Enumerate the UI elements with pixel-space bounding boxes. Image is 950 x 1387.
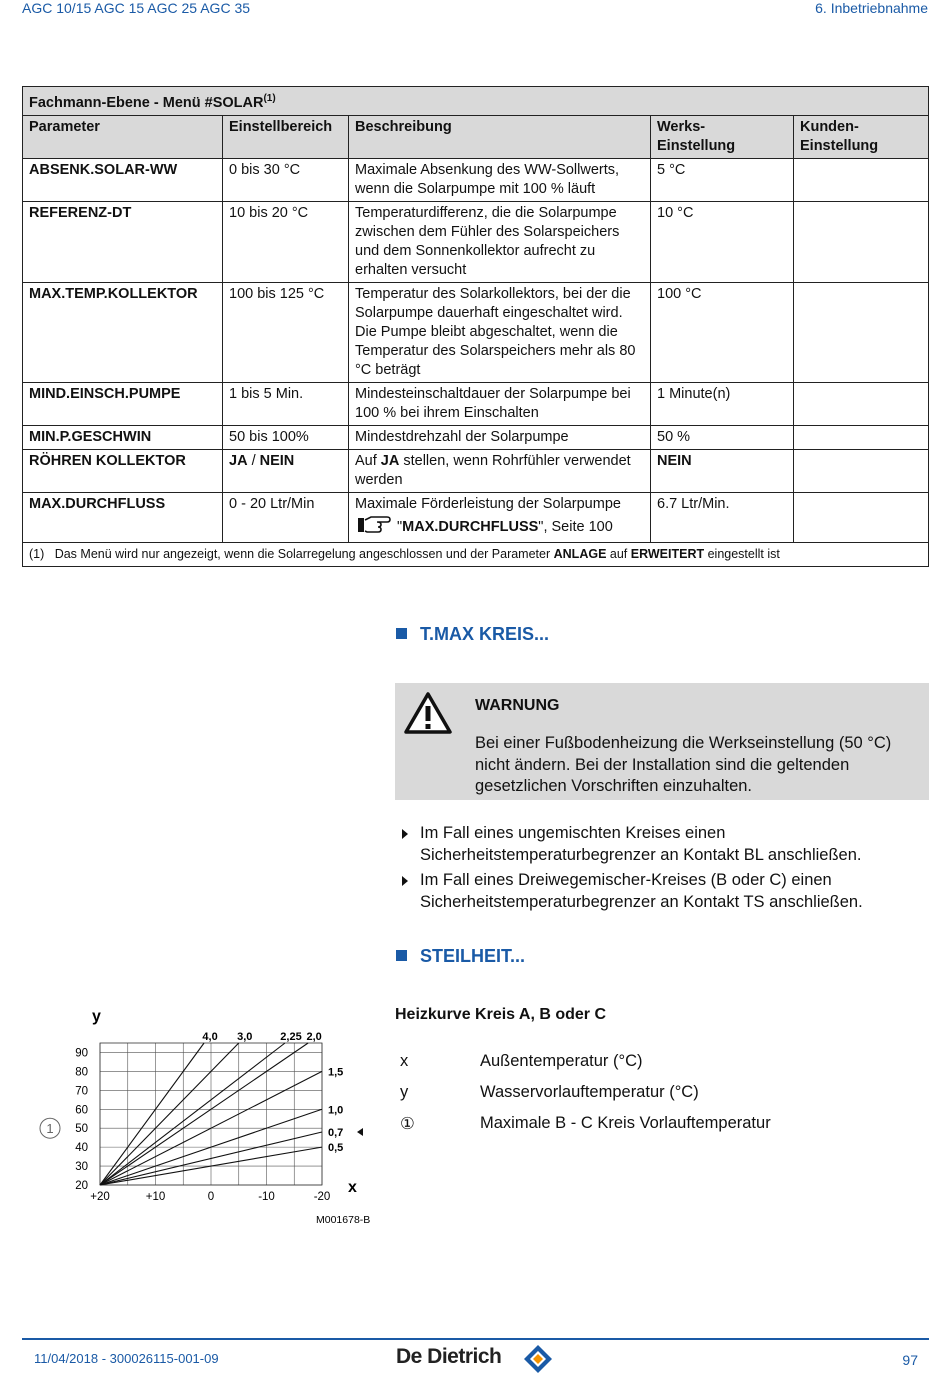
- warning-text: Bei einer Fußbodenheizung die Werkseinstellung (50 °C) nicht ändern. Bei der Installation sind die geltenden gesetzlichen Vorschriften einzuhalten.: [475, 734, 892, 795]
- param-name: MIND.EINSCH.PUMPE: [23, 382, 223, 425]
- y-axis-label: y: [92, 1008, 101, 1025]
- table-row: [23, 201, 929, 282]
- heating-curve-chart: [30, 1005, 380, 1230]
- param-range: JA / NEIN: [223, 449, 349, 492]
- table-row: [23, 282, 929, 382]
- param-range: 0 bis 30 °C: [223, 158, 349, 201]
- table-title: Fachmann-Ebene - Menü #SOLAR$^{(1)}$: [23, 87, 929, 116]
- param-factory: 100 °C: [651, 282, 794, 382]
- param-description: Maximale Förderleistung der Solarpumpe "MAX.DURCHFLUSS", Seite 100: [349, 492, 651, 542]
- param-customer: [794, 282, 929, 382]
- param-name: RÖHREN KOLLEKTOR: [23, 449, 223, 492]
- table-row: [23, 382, 929, 425]
- section-heading-tmax: T.MAX KREIS...: [396, 624, 549, 645]
- table-row: [23, 158, 929, 201]
- x-tick-label: -10: [258, 1191, 275, 1203]
- param-range: 100 bis 125 °C: [223, 282, 349, 382]
- cross-reference-target: MAX.DURCHFLUSS: [402, 518, 539, 535]
- col-range: Einstellbereich: [223, 115, 349, 158]
- series-label: 2,25: [280, 1031, 302, 1043]
- series-label: 4,0: [202, 1031, 218, 1043]
- param-description: Temperatur des Solarkollektors, bei der die Solarpumpe dauerhaft eingeschaltet wird. Die Pumpe bleibt abgeschaltet, wenn die Temperatur des Solarspeichers mehr als 80 °C beträgt: [349, 282, 651, 382]
- param-range: 0 - 20 Ltr/Min: [223, 492, 349, 542]
- table-row: [23, 449, 929, 492]
- brand-logo-text: De Dietrich: [396, 1345, 502, 1368]
- y-tick-label: 30: [75, 1161, 88, 1174]
- warning-triangle-icon: [403, 691, 453, 735]
- y-tick-label: 40: [75, 1142, 88, 1155]
- param-factory: 6.7 Ltr/Min.: [651, 492, 794, 542]
- param-name: ABSENK.SOLAR-WW: [23, 158, 223, 201]
- header-doc-title: AGC 10/15 AGC 15 AGC 25 AGC 35: [22, 0, 251, 16]
- y-tick-label: 70: [75, 1085, 88, 1098]
- param-description: Temperaturdifferenz, die die Solarpumpe zwischen dem Fühler des Solarspeichers und dem Sonnenkollektor aufrecht zu erhalten versucht: [349, 201, 651, 282]
- param-customer: [794, 425, 929, 449]
- col-customer: Kunden- Einstellung: [794, 115, 929, 158]
- section-heading-steilheit: STEILHEIT...: [396, 946, 525, 967]
- series-line-3-0: [100, 1043, 239, 1185]
- y-tick-label: 20: [75, 1180, 88, 1192]
- footer-rule: [22, 1338, 929, 1340]
- footer-doc-ref: 11/04/2018 - 300026115-001-09: [34, 1351, 219, 1366]
- figure-code: M001678-B: [316, 1214, 371, 1226]
- warning-title: WARNUNG: [475, 697, 560, 714]
- marker-arrow-icon: [357, 1128, 363, 1136]
- param-factory: 10 °C: [651, 201, 794, 282]
- series-line-2-0: [100, 1043, 308, 1185]
- param-description: Mindesteinschaltdauer der Solarpumpe bei 100 % bei ihrem Einschalten: [349, 382, 651, 425]
- param-factory: NEIN: [651, 449, 794, 492]
- series-label: 3,0: [237, 1031, 253, 1043]
- chart-labels: [40, 1008, 370, 1226]
- cross-reference-text: ": [397, 518, 403, 535]
- y-tick-label: 80: [75, 1066, 88, 1079]
- col-parameter: Parameter: [23, 115, 223, 158]
- param-name: MAX.DURCHFLUSS: [23, 492, 223, 542]
- x-tick-label: +10: [145, 1191, 166, 1203]
- brand-logo-icon: [522, 1343, 554, 1375]
- param-description: Mindestdrehzahl der Solarpumpe: [349, 425, 651, 449]
- x-tick-label: 0: [207, 1191, 215, 1203]
- param-customer: [794, 201, 929, 282]
- instruction-list: [400, 823, 920, 917]
- cross-reference-page: ", Seite 100: [538, 518, 613, 535]
- series-label: 1,5: [328, 1066, 344, 1079]
- param-range: 10 bis 20 °C: [223, 201, 349, 282]
- y-tick-label: 90: [75, 1047, 88, 1060]
- table-row: [23, 492, 929, 542]
- x-axis-label: x: [348, 1179, 357, 1196]
- x-tick-label: -20: [313, 1191, 331, 1203]
- col-description: Beschreibung: [349, 115, 651, 158]
- param-factory: 1 Minute(n): [651, 382, 794, 425]
- param-range: 1 bis 5 Min.: [223, 382, 349, 425]
- warning-box: [395, 683, 929, 800]
- legend-title: Heizkurve Kreis A, B oder C: [395, 1006, 607, 1023]
- max-marker-label: 1: [46, 1121, 54, 1137]
- y-tick-label: 60: [75, 1104, 88, 1117]
- param-customer: [794, 449, 929, 492]
- series-label: 0,7: [328, 1126, 344, 1139]
- param-customer: [794, 492, 929, 542]
- series-label: 0,5: [328, 1142, 344, 1155]
- header-chapter: 6. Inbetriebnahme: [815, 0, 928, 16]
- param-factory: 50 %: [651, 425, 794, 449]
- list-item: Im Fall eines Dreiwegemischer-Kreises (B oder C) einen Sicherheitstemperaturbegrenzer an Kontakt TS anschließen.: [400, 870, 920, 913]
- param-name: MAX.TEMP.KOLLEKTOR: [23, 282, 223, 382]
- pointing-hand-icon: [357, 514, 391, 540]
- param-name: MIN.P.GESCHWIN: [23, 425, 223, 449]
- param-description: Auf JA stellen, wenn Rohrfühler verwendet werden: [349, 449, 651, 492]
- page-number: 97: [902, 1352, 918, 1368]
- y-tick-label: 50: [75, 1123, 88, 1136]
- solar-parameter-table: [22, 86, 929, 567]
- param-customer: [794, 382, 929, 425]
- x-tick-label: +20: [90, 1191, 110, 1203]
- param-name: REFERENZ-DT: [23, 201, 223, 282]
- col-factory: Werks- Einstellung: [651, 115, 794, 158]
- series-label: 1,0: [328, 1104, 344, 1117]
- chart-grid: [100, 1043, 322, 1185]
- table-row: [23, 425, 929, 449]
- param-description: Maximale Absenkung des WW-Sollwerts, wenn die Solarpumpe mit 100 % läuft: [349, 158, 651, 201]
- series-label: 2,0: [306, 1031, 322, 1043]
- param-factory: 5 °C: [651, 158, 794, 201]
- param-range: 50 bis 100%: [223, 425, 349, 449]
- table-footnote: (1) Das Menü wird nur angezeigt, wenn die Solarregelung angeschlossen und der Parameter ANLAGE auf ERWEITERT eingestellt ist: [23, 542, 929, 566]
- list-item: Im Fall eines ungemischten Kreises einen Sicherheitstemperaturbegrenzer an Kontakt BL anschließen.: [400, 823, 920, 866]
- param-customer: [794, 158, 929, 201]
